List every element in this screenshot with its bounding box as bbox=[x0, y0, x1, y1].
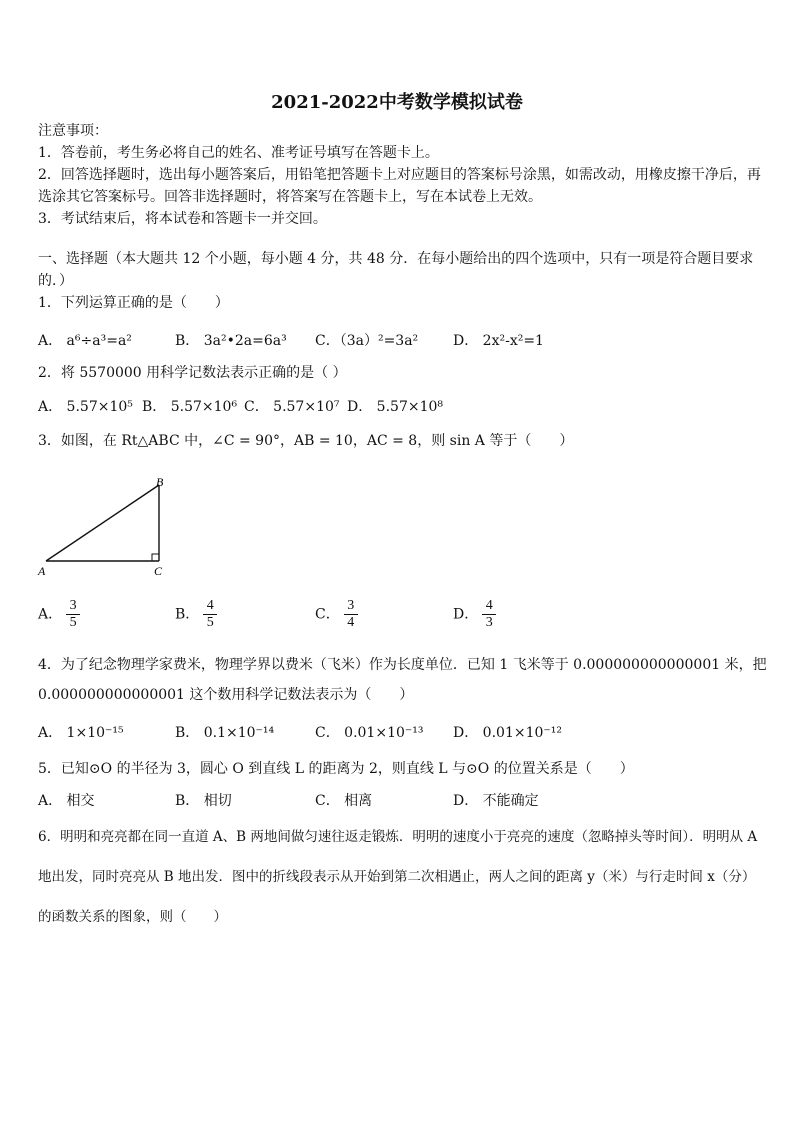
q3-stem: 3．如图，在 Rt△ABC 中，∠C = 90°，AB = 10，AC = 8，则 sin A 等于（ ） bbox=[38, 433, 574, 449]
q1-option-a: A． a⁶÷a³=a² bbox=[38, 333, 132, 349]
q3-option-a bbox=[38, 598, 80, 631]
section-header-line2: 的．） bbox=[38, 273, 73, 289]
q1-option-b: B． 3a²•2a=6a³ bbox=[175, 333, 287, 349]
q5-option-a: A． 相交 bbox=[38, 793, 95, 809]
fraction-denominator: 3 bbox=[485, 615, 493, 630]
fraction-numerator: 3 bbox=[69, 598, 77, 613]
exam-title: 2021-2022中考数学模拟试卷 bbox=[271, 92, 523, 113]
q3-option-c-fraction bbox=[344, 598, 358, 631]
fraction-numerator: 4 bbox=[485, 598, 493, 613]
q5-stem: 5．已知⊙O 的半径为 3，圆心 O 到直线 L 的距离为 2，则直线 L 与⊙O 的位置关系是（ ） bbox=[38, 761, 634, 777]
q5-option-d: D． 不能确定 bbox=[453, 793, 539, 809]
right-angle-mark bbox=[152, 554, 159, 561]
q4-option-b: B． 0.1×10⁻¹⁴ bbox=[175, 725, 275, 741]
fraction-denominator: 5 bbox=[69, 615, 77, 630]
q3-option-d bbox=[453, 598, 496, 631]
q4-option-d: D． 0.01×10⁻¹² bbox=[453, 725, 563, 741]
q4-option-a: A． 1×10⁻¹⁵ bbox=[38, 725, 124, 741]
q2-option-a: A． 5.57×10⁵ bbox=[38, 399, 133, 415]
q4-stem-line1: 4．为了纪念物理学家费米，物理学界以费米（飞米）作为长度单位．已知 1 飞米等于 0.000000000000001 米，把 bbox=[38, 657, 767, 673]
q1-option-c: C．（3a）²=3a² bbox=[315, 333, 419, 349]
q2-option-b: B． 5.57×10⁶ bbox=[142, 399, 238, 415]
q5-option-c: C． 相离 bbox=[315, 793, 373, 809]
fraction-numerator: 3 bbox=[347, 598, 355, 613]
q6-stem-line1: 6．明明和亮亮都在同一直道 A、B 两地间做匀速往返走锻炼．明明的速度小于亮亮的速度（忽略掉头等时间）．明明从 A bbox=[38, 829, 758, 845]
q3-option-a-fraction bbox=[66, 598, 80, 631]
q3-option-b-fraction bbox=[203, 598, 217, 631]
notice-item-3: 3．考试结束后，将本试卷和答题卡一并交回。 bbox=[38, 211, 327, 227]
vertex-label-c: C bbox=[154, 564, 163, 578]
fraction-numerator: 4 bbox=[206, 598, 214, 613]
q3-option-b-label: B． bbox=[175, 606, 200, 623]
q3-option-d-label: D． bbox=[453, 606, 479, 623]
vertex-label-a: A bbox=[38, 564, 46, 578]
triangle-side-ab bbox=[46, 485, 159, 561]
q3-option-a-label: A． bbox=[38, 606, 63, 623]
q5-option-b: B． 相切 bbox=[175, 793, 232, 809]
q3-triangle-figure bbox=[36, 478, 176, 578]
notice-item-1: 1．答卷前，考生务必将自己的姓名、准考证号填写在答题卡上。 bbox=[38, 145, 439, 161]
fraction-denominator: 4 bbox=[347, 615, 355, 630]
notice-item-2: 2．回答选择题时，选出每小题答案后，用铅笔把答题卡上对应题目的答案标号涂黑，如需改动，用橡皮擦干净后，再 bbox=[38, 167, 761, 183]
q6-stem-line2: 地出发，同时亮亮从 B 地出发．图中的折线段表示从开始到第二次相遇止，两人之间的距离 y（米）与行走时间 x（分） bbox=[38, 869, 756, 885]
q2-stem: 2．将 5570000 用科学记数法表示正确的是（ ） bbox=[38, 365, 347, 381]
fraction-denominator: 5 bbox=[206, 615, 214, 630]
q6-stem-line3: 的函数关系的图象，则（ ） bbox=[38, 909, 227, 925]
q1-option-d: D． 2x²-x²=1 bbox=[453, 333, 544, 349]
q3-option-c bbox=[315, 598, 358, 631]
notice-heading: 注意事项： bbox=[38, 123, 108, 139]
q3-option-c-label: C． bbox=[315, 606, 340, 623]
q2-option-d: D． 5.57×10⁸ bbox=[347, 399, 444, 415]
section-header-line1: 一、选择题（本大题共 12 个小题，每小题 4 分，共 48 分．在每小题给出的四个选项中，只有一项是符合题目要求 bbox=[38, 251, 754, 267]
q4-option-c: C． 0.01×10⁻¹³ bbox=[315, 725, 424, 741]
q3-option-d-fraction bbox=[482, 598, 496, 631]
q2-option-c: C． 5.57×10⁷ bbox=[244, 399, 340, 415]
q1-stem: 1．下列运算正确的是（ ） bbox=[38, 295, 229, 311]
notice-item-2-cont: 选涂其它答案标号。回答非选择题时，将答案写在答题卡上，写在本试卷上无效。 bbox=[38, 189, 542, 205]
q3-option-b bbox=[175, 598, 217, 631]
vertex-label-b: B bbox=[156, 478, 164, 489]
q4-stem-line2: 0.000000000000001 这个数用科学记数法表示为（ ） bbox=[38, 687, 414, 703]
